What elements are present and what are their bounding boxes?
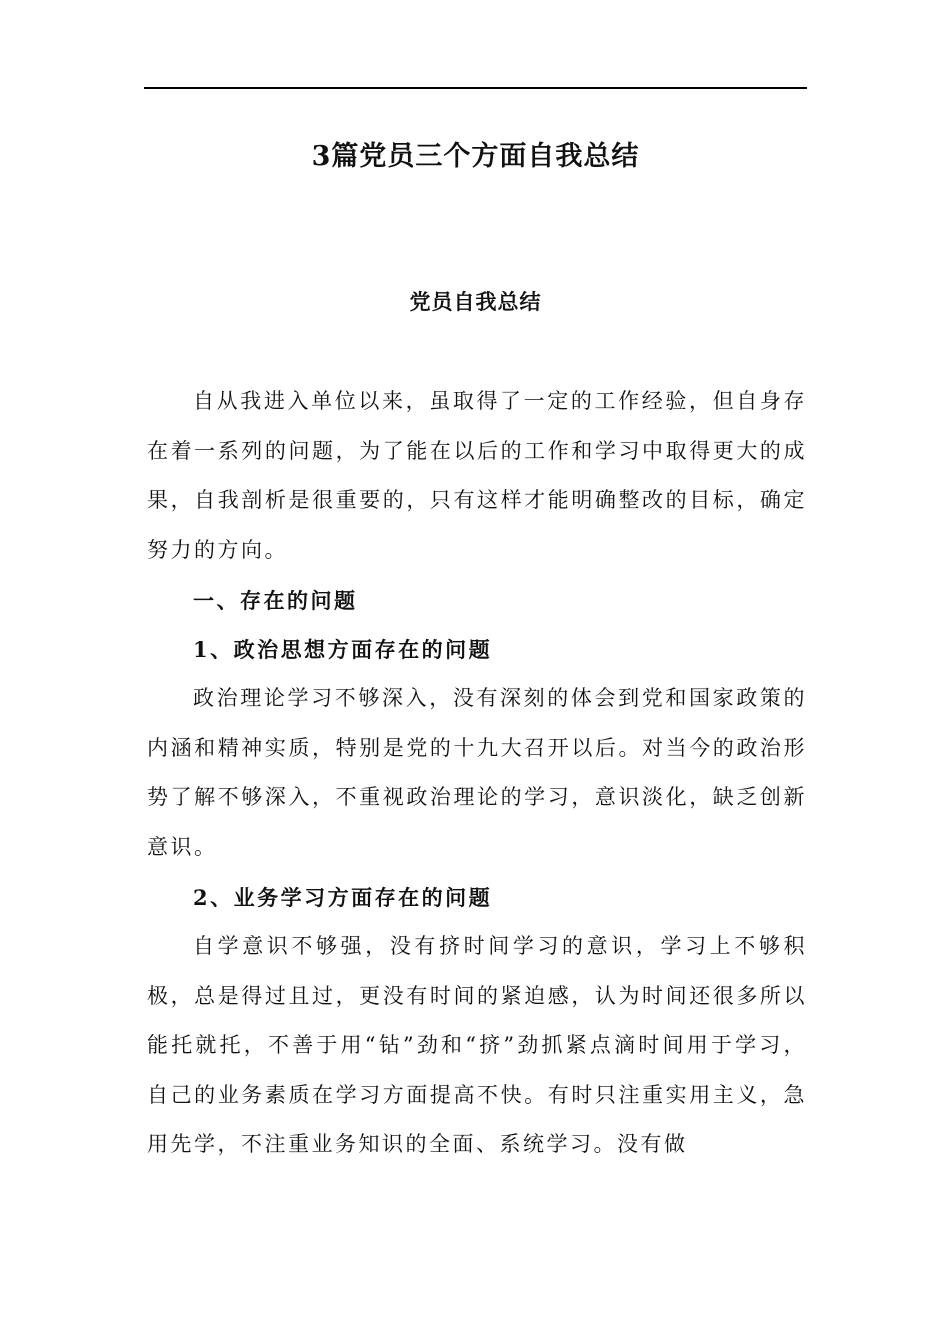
header-rule	[144, 87, 807, 89]
intro-paragraph: 自从我进入单位以来，虽取得了一定的工作经验，但自身存在着一系列的问题，为了能在以后的工作和学习中取得更大的成果，自我剖析是很重要的，只有这样才能明确整改的目标，确定努力的方向。	[147, 389, 807, 562]
item-heading-business: 2、业务学习方面存在的问题	[193, 885, 493, 910]
section-subtitle: 党员自我总结	[409, 289, 542, 314]
political-paragraph: 政治理论学习不够深入，没有深刻的体会到党和国家政策的内涵和精神实质，特别是党的十九大召开以后。对当今的政治形势了解不够深入，不重视政治理论的学习，意识淡化，缺乏创新意识。	[147, 686, 807, 859]
item-heading-political: 1、政治思想方面存在的问题	[193, 637, 493, 662]
section-heading-problems: 一、存在的问题	[193, 588, 358, 613]
business-paragraph: 自学意识不够强，没有挤时间学习的意识，学习上不够积极，总是得过且过，更没有时间的紧迫感，认为时间还很多所以能托就托，不善于用“钻”劲和“挤”劲抓紧点滴时间用于学习，自己的业务素质在学习方面提高不快。有时只注重实用主义，急用先学，不注重业务知识的全面、系统学习。没有做	[147, 934, 807, 1156]
document-title: 3篇党员三个方面自我总结	[311, 141, 640, 172]
